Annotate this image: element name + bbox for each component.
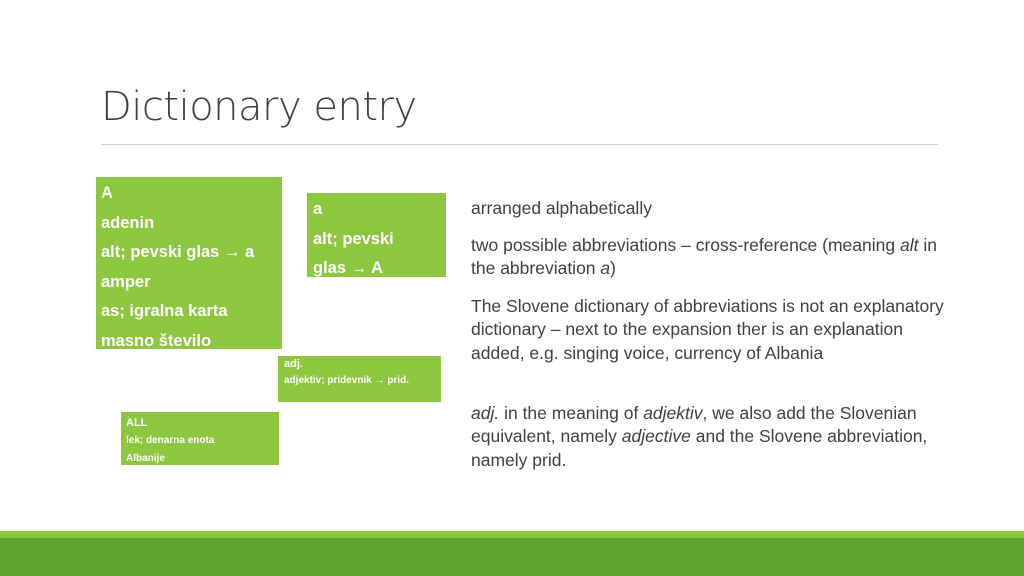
note-cross-reference: [471, 234, 946, 281]
entry-line: adenin: [101, 213, 155, 232]
entry-line: alt; pevski glas → a: [101, 243, 255, 261]
title-divider: [101, 144, 938, 145]
note-text: , we also add the Slovenian equivalent, namely: [471, 403, 917, 447]
entry-line: glas → A: [313, 259, 383, 277]
entry-line: Albanije: [126, 453, 165, 464]
entry-line: A: [101, 184, 113, 202]
alt-entry-box: [307, 193, 446, 277]
entry-line: amper: [101, 272, 151, 291]
note-adjective: [471, 402, 946, 472]
note-text: ): [610, 258, 616, 279]
entry-line: adj.: [284, 358, 303, 370]
entry-line: masno število: [101, 331, 212, 350]
entry-line: as; igralna karta: [101, 302, 228, 320]
slide-title: Dictionary entry: [101, 84, 417, 130]
entry-line: adjektiv; pridevnik → prid.: [284, 375, 410, 386]
note-term: adj.: [471, 403, 500, 423]
adj-entry-box: [278, 356, 441, 402]
footer-band-dark: [0, 538, 1024, 576]
entry-line: ALL: [126, 417, 148, 429]
note-text: two possible abbreviations – cross-reference (meaning: [471, 235, 900, 255]
note-text: and the Slovene abbreviation, namely prid.: [471, 426, 928, 470]
dictionary-entries-box: [96, 177, 282, 349]
entry-line: lek; denarna enota: [126, 435, 215, 446]
note-term: alt: [899, 235, 919, 255]
note-text: in the meaning of: [499, 403, 644, 423]
note-term: adjektiv: [643, 403, 703, 423]
entry-line: a: [313, 200, 323, 218]
footer-band-light: [0, 531, 1024, 538]
entry-line: alt; pevski: [313, 229, 394, 248]
note-alphabetical: arranged alphabetically: [471, 198, 652, 218]
note-explanatory: The Slovene dictionary of abbreviations is not an explanatory dictionary – next to the expansion ther is an explanation added, e.g. singing voice, currency of Albania: [471, 296, 944, 363]
note-term: adjective: [621, 426, 691, 447]
all-entry-box: [121, 412, 279, 465]
note-term: a: [600, 258, 611, 279]
note-text: in the abbreviation: [471, 235, 937, 279]
